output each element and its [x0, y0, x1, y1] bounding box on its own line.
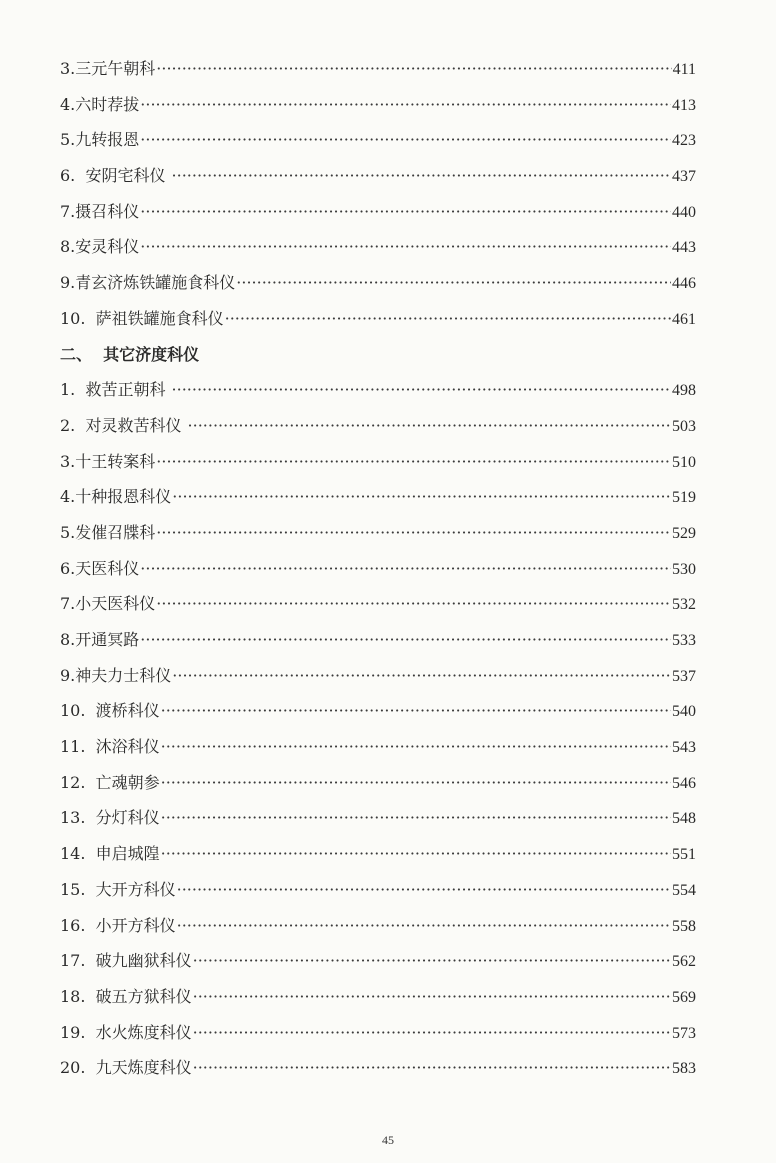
toc-entry — [60, 943, 696, 979]
dot-leader — [156, 444, 671, 480]
toc-entry-title: 3.三元午朝科 — [60, 59, 156, 78]
toc-entry-page: 530 — [672, 560, 696, 578]
dot-leader — [193, 979, 671, 1015]
toc-entry — [60, 908, 696, 944]
dot-leader — [236, 265, 671, 301]
dot-leader — [161, 693, 671, 729]
toc-entry — [60, 194, 696, 230]
toc-entry-page: 537 — [672, 667, 696, 685]
toc-entry-title: 14. 申启城隍 — [60, 844, 160, 864]
toc-entry — [60, 1015, 696, 1051]
toc-entry-title: 10. 渡桥科仪 — [60, 701, 160, 721]
toc-entry — [60, 800, 696, 836]
table-of-contents — [60, 51, 696, 1086]
toc-entry — [60, 265, 696, 301]
toc-entry — [60, 693, 696, 729]
toc-entry-page: 529 — [672, 524, 696, 542]
dot-leader — [172, 158, 671, 194]
toc-entry-page: 558 — [672, 917, 696, 935]
toc-entry-page: 540 — [672, 703, 696, 721]
toc-entry-title: 8.开通冥路 — [60, 630, 140, 649]
toc-entry-title: 2. 对灵救苦科仪 — [60, 415, 187, 435]
toc-entry — [60, 551, 696, 587]
toc-entry-title: 10. 萨祖铁罐施食科仪 — [60, 308, 224, 328]
toc-entry-page: 443 — [672, 239, 696, 257]
toc-entry-page: 423 — [672, 132, 696, 150]
toc-entry-title: 16. 小开方科仪 — [60, 915, 176, 935]
dot-leader — [140, 87, 671, 123]
toc-entry-page: 446 — [672, 275, 696, 293]
dot-leader — [156, 586, 671, 622]
toc-entry-title: 6.天医科仪 — [60, 558, 140, 578]
dot-leader — [193, 1050, 671, 1086]
toc-entry — [60, 444, 696, 480]
toc-entry-page: 551 — [672, 846, 696, 864]
dot-leader — [225, 301, 671, 337]
toc-entry — [60, 229, 696, 265]
toc-entry-title: 8.安灵科仪 — [60, 237, 140, 257]
toc-entry — [60, 872, 696, 908]
toc-entry-page: 437 — [672, 168, 696, 186]
dot-leader — [161, 765, 671, 801]
dot-leader — [140, 622, 671, 658]
dot-leader — [193, 1015, 671, 1051]
toc-entry-title: 7.摄召科仪 — [60, 201, 140, 221]
toc-list-top — [60, 51, 696, 337]
toc-entry-page: 440 — [672, 203, 696, 221]
dot-leader — [161, 729, 671, 765]
toc-entry-page: 554 — [672, 881, 696, 899]
dot-leader — [172, 479, 671, 515]
toc-entry-page: 543 — [672, 739, 696, 757]
toc-entry — [60, 479, 696, 515]
section-heading: 二、 其它济度科仪 — [60, 344, 200, 364]
toc-entry-title: 9.青玄济炼铁罐施食科仪 — [60, 273, 236, 293]
toc-entry-page: 548 — [672, 810, 696, 828]
toc-entry-title: 13. 分灯科仪 — [60, 808, 160, 828]
toc-entry — [60, 122, 696, 158]
page-number: 45 — [382, 1133, 394, 1147]
dot-leader — [188, 408, 671, 444]
toc-list-bottom — [60, 372, 696, 1086]
toc-entry-title: 3.十王转案科 — [60, 451, 156, 471]
toc-entry — [60, 586, 696, 622]
toc-entry-title: 11. 沐浴科仪 — [60, 737, 160, 757]
dot-leader — [140, 122, 671, 158]
toc-entry-title: 19. 水火炼度科仪 — [60, 1022, 192, 1042]
toc-entry-title: 20. 九天炼度科仪 — [60, 1058, 192, 1078]
dot-leader — [177, 872, 671, 908]
toc-entry-title: 12. 亡魂朝参 — [60, 772, 160, 792]
toc-entry — [60, 765, 696, 801]
toc-entry-page: 562 — [672, 953, 696, 971]
toc-entry-page: 503 — [672, 417, 696, 435]
toc-entry — [60, 979, 696, 1015]
toc-entry — [60, 836, 696, 872]
toc-entry-title: 17. 破九幽狱科仪 — [60, 951, 192, 971]
toc-entry — [60, 51, 696, 87]
toc-entry-title: 5.九转报恩 — [60, 130, 140, 150]
toc-entry — [60, 658, 696, 694]
toc-entry-title: 4.六时荐拔 — [60, 94, 140, 114]
toc-entry-title: 1. 救苦正朝科 — [60, 380, 171, 400]
toc-entry-page: 519 — [672, 489, 696, 507]
toc-entry — [60, 301, 696, 337]
toc-entry-title: 15. 大开方科仪 — [60, 879, 176, 899]
toc-entry — [60, 729, 696, 765]
dot-leader — [177, 908, 671, 944]
toc-entry-page: 533 — [672, 632, 696, 649]
toc-entry-page: 583 — [672, 1060, 696, 1078]
toc-entry-page: 498 — [672, 382, 696, 400]
toc-entry-title: 4.十种报恩科仪 — [60, 487, 172, 507]
dot-leader — [172, 658, 671, 694]
toc-entry-title: 18. 破五方狱科仪 — [60, 986, 192, 1006]
toc-entry — [60, 408, 696, 444]
dot-leader — [193, 943, 671, 979]
toc-entry-title: 7.小天医科仪 — [60, 594, 156, 614]
toc-entry — [60, 372, 696, 408]
toc-entry-title: 6. 安阴宅科仪 — [60, 166, 171, 186]
dot-leader — [140, 229, 671, 265]
dot-leader — [161, 836, 671, 872]
toc-entry — [60, 622, 696, 658]
toc-entry — [60, 515, 696, 551]
toc-entry — [60, 158, 696, 194]
dot-leader — [161, 800, 671, 836]
dot-leader — [140, 194, 671, 230]
toc-entry-page: 510 — [672, 453, 696, 471]
dot-leader — [172, 372, 671, 408]
dot-leader — [156, 515, 671, 551]
toc-entry-page: 573 — [672, 1024, 696, 1042]
toc-entry — [60, 1050, 696, 1086]
dot-leader — [156, 51, 671, 87]
dot-leader — [140, 551, 671, 587]
toc-entry-page: 532 — [672, 596, 696, 614]
toc-entry-page: 569 — [672, 988, 696, 1006]
toc-entry-page: 413 — [672, 96, 696, 114]
toc-entry-title: 5.发催召牒科 — [60, 522, 156, 542]
toc-entry-title: 9.神夫力士科仪 — [60, 665, 172, 685]
toc-entry-page: 461 — [672, 310, 696, 328]
toc-entry — [60, 87, 696, 123]
toc-entry-page: 546 — [672, 774, 696, 792]
toc-entry-page: 411 — [672, 61, 696, 78]
